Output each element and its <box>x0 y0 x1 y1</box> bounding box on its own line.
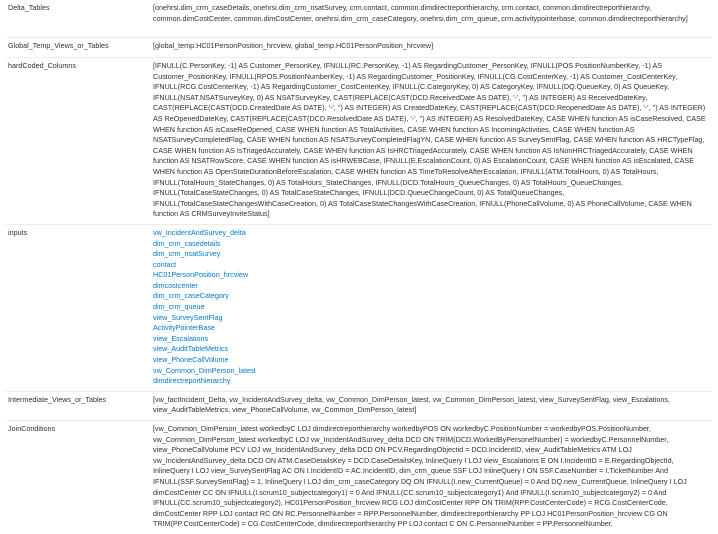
input-link[interactable]: vw_Common_DimPerson_latest <box>153 365 256 375</box>
row-intermediate-views <box>6 391 712 420</box>
input-link[interactable]: contact <box>153 259 177 269</box>
input-link[interactable]: dimcostcenter <box>153 280 198 290</box>
input-link[interactable]: dim_crm_caseCategory <box>153 291 229 301</box>
value-inputs <box>151 224 712 391</box>
row-global-temp-views <box>6 38 712 58</box>
value-delta-tables: [onehrsi.dim_crm_caseDetails, onehrsi.dim_crm_nsatSurvey, crm.contact, common.dimdirectreporthierarchy, crm.contact, common.dimdirectreporthierarchy, common.dimCostCenter, common.dimCostCenter, onehrsi.dim_crm_caseCategory, onehrsi.dim_crm_queue, crm.activitypointerbase, common.dimdirectreporthierarchy] <box>151 0 712 38</box>
key-delta-tables: Delta_Tables <box>6 0 151 38</box>
value-hardcoded-columns: [IFNULL(C.PersonKey, -1) AS Customer_PersonKey, IFNULL(RC.PersonKey, -1) AS RegardingCustomer_PersonKey, IFNULL(POS.PositionNumberKey, -1) AS Customer_PositionKey, IFNULL(RPOS.PositionNumberKey, -1) AS RegardingCustomer_PositionKey, IFNULL(CG.CostCenterKey, -1) AS Customer_CostCenterKey, IFNULL(RCG.CostCenterKey, -1) AS RegardingCustomer_CostCenterKey, IFNULL(C.CategoryKey, 0) AS CategoryKey, IFNULL(DQ.QueueKey, 0) AS QueueKey, IFNULL(NSAT.NSATSurveyKey, 0) AS NSATSurveyKey, CAST(REPLACE(CAST(DCD.ReceivedDate AS DATE), '-', '') AS INTEGER) AS ReceivedDateKey, CAST(REPLACE(CAST(DCD.CreatedDate AS DATE), '-', '') AS INTEGER) AS CreatedDateKey, CAST(REPLACE(CAST(DCD.ReopenedDate AS DATE), '-', '') AS INTEGER) AS ReOpenedDateKey, CAST(REPLACE(CAST(DCD.ResolvedDate AS DATE), '-', '') AS INTEGER) AS ResolvedDateKey, CASE WHEN function AS isCaseResolved, CASE WHEN function AS isCaseReOpened, CASE WHEN function AS TotalActivities, CASE WHEN function AS IncomingActivities, CASE WHEN function AS NSATSurveyCompletedFlag, CASE WHEN function AS NSATSurveyCompletedFlagYN, CASE WHEN function AS SurveySentFlag, CASE WHEN function AS HRCTypeFlag, CASE WHEN function AS IsTriagedAccurately, CASE WHEN function AS IsHRCTriagedAccurately, CASE WHEN function AS IsNonHRCTriagedAccurately, CASE WHEN function AS NSATRowScore, CASE WHEN function AS isHRWEBCase, IFNULL(E.EscalationCount, 0) AS EscalationCount, CASE WHEN function AS isEscalated, CASE WHEN function AS OpenStateDurationBeforeEscalation, CASE WHEN function AS TimeToResolveAfterEscalation, IFNULL(ATM.TotalHours, 0) AS TotalHours, IFNULL(TotalHours_StateChanges, 0) AS TotalHours_StateChanges, IFNULL(DCD.TotalHours_QueueChanges, 0) AS TotalHours_QueueChanges, IFNULL(TotalCaseStateChanges, 0) AS TotalCaseStateChanges, IFNULL(DCD.QueueChangeCount, 0) AS TotalQueueChanges, IFNULL(TotalCaseStateChangesWithCaseCreation, 0) AS TotalCaseStateChangesWithCaseCreation, IFNULL(PhoneCallVolume, 0) AS PhoneCallVolume, CASE WHEN function AS CRMSurveyInviteStatus] <box>151 58 712 225</box>
input-link[interactable]: view_Escalations <box>153 333 209 343</box>
input-link[interactable]: ActivityPointerBase <box>153 323 215 333</box>
input-link[interactable]: dim_crm_nsatSurvey <box>153 249 221 259</box>
key-join-conditions: JoinConditions <box>8 424 56 433</box>
key-hardcoded-columns: hardCoded_Columns <box>6 58 151 225</box>
row-inputs <box>6 224 712 391</box>
properties-table <box>6 0 712 534</box>
input-link[interactable]: view_AuditTableMetrics <box>153 344 229 354</box>
value-global-temp-views: [global_temp.HC01PersonPosition_hrcview, global_temp.HC01PersonPosition_hrcview] <box>151 38 712 58</box>
input-link[interactable]: vw_IncidentAndSurvey_delta <box>153 227 246 237</box>
inputs-link-list <box>153 228 710 387</box>
input-link[interactable]: view_SurveySentFlag <box>153 312 223 322</box>
input-link[interactable]: HC01PersonPosition_hrcview <box>153 270 249 280</box>
input-link[interactable]: dim_crm_queue <box>153 302 205 312</box>
row-join-conditions <box>6 421 712 534</box>
input-link[interactable]: dimdirectreporthierarchy <box>153 376 231 386</box>
input-link[interactable]: view_PhoneCallVolume <box>153 355 229 365</box>
value-join-conditions: [vw_Common_DimPerson_latest workedbyC LOJ dimdirectreporthierarchy workedbyPOS ON workedbyC.PositionNumber = workedbyPOS.PositionNumber, vw_Common_DimPerson_latest workedbyC LOJ vw_IncidentAndSurvey_delta DCD ON TRIM(DCD.WorkedByPersonelNumber) = workedbyC.PersonnelNumber, view_PhoneCallVolume PCV LOJ vw_IncidentAndSurvey_delta DCD ON PCV.RegardingObjectid = DCD.IncidentID, view_AuditTableMetrics ATM LOJ vw_IncidentAndSurvey_delta DCD ON ATM.CaseDetailsKey = DCD.CaseDetailsKey, InlineQuery I LOJ view_Escalations E ON I.IncidentID = E.RegardingObjectId, InlineQuery I LOJ view_SurveySentFlag AC ON I.IncidentID = AC.IncidentID, dim_crm_queue SSF LOJ InlineQuery I ON SSF.CaseNumber = I.TicketNumber And IFNULL(SSF.SurveySentFlag) = 1, InlineQuery I LOJ dim_crm_caseCategory DQ ON IFNULL(I.new_CurrentQueue) = 0 And DQ.new_CurrentQueue, InlineQuery I LOJ dimCostCenter CC ON IFNULL(I.scrum10_subjectcategory1) = 0 And IFNULL(CC.scrum10_subjectcategory1) And IFNULL(I.scrum10_subjectcategory2) = 0 And IFNULL(CC.scrum10_subjectcategory2), HC01PersonPosition_hrcview RCG LOJ dimCostCenter RPP ON TRIM(RPP.CostCenterCode) = RCG.CostCenterCode, dimCostCenter RPP LOJ contact RC ON RC.PersonnelNumber = RPP.PersonnelNumber, dimdirectreporthierarchy PP LOJ HC01PersonPosition_hrcview CG ON TRIM(PP.CostCenterCode) = CG.CostCenterCode, dimdirectreporthierarchy PP LOJ contact C ON C.PersonnelNumber = PP.PersonnelNumber, <box>153 424 687 529</box>
row-hardcoded-columns <box>6 58 712 225</box>
key-intermediate-views: Intermediate_Views_or_Tables <box>6 391 151 420</box>
row-delta-tables <box>6 0 712 38</box>
key-inputs: inputs <box>6 224 151 391</box>
key-global-temp-views: Global_Temp_Views_or_Tables <box>6 38 151 58</box>
input-link[interactable]: dim_crm_casedetails <box>153 238 221 248</box>
value-intermediate-views: [vw_factIncident_Delta, vw_IncidentAndSurvey_delta, vw_Common_DimPerson_latest, vw_Common_DimPerson_latest, view_SurveySentFlag, view_Escalations, view_AuditTableMetrics, view_PhoneCallVolume, vw_Common_DimPerson_latest] <box>151 391 712 420</box>
